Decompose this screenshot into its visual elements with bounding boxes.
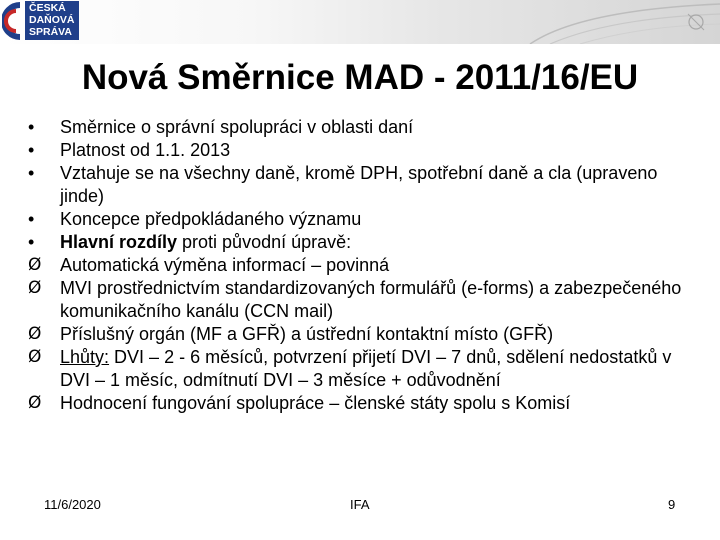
item-text: Směrnice o správní spolupráci v oblasti daní	[60, 117, 414, 137]
list-item	[28, 208, 698, 231]
item-text: Příslušný orgán (MF a GFŘ) a ústřední kontaktní místo (GFŘ)	[60, 324, 554, 344]
footer-page-number: 9	[668, 497, 676, 512]
item-bold-text: Hlavní rozdíly	[60, 232, 178, 252]
logo-line: SPRÁVA	[29, 26, 72, 38]
slide-title: Nová Směrnice MAD - 2011/16/EU	[81, 58, 639, 97]
bullet-icon: •	[28, 140, 35, 160]
arrow-bullet-icon: Ø	[28, 393, 42, 413]
list-item	[28, 231, 698, 254]
logo-line: ČESKÁ	[29, 2, 66, 14]
list-item	[28, 254, 698, 277]
item-text: Koncepce předpokládaného významu	[60, 209, 362, 229]
logo-text	[25, 1, 79, 40]
item-text: Vztahuje se na všechny daně, kromě DPH, spotřební daně a cla (upraveno jinde)	[60, 163, 658, 206]
list-item	[28, 392, 698, 415]
list-item	[28, 162, 698, 208]
item-text: proti původní úpravě:	[177, 232, 352, 252]
list-item	[28, 346, 698, 392]
item-text: MVI prostřednictvím standardizovaných formulářů (e-forms) a zabezpečeného komunikačního kanálu (CCN mail)	[60, 278, 682, 321]
arrow-bullet-icon: Ø	[28, 278, 42, 298]
arrow-bullet-icon: Ø	[28, 324, 42, 344]
arrow-bullet-icon: Ø	[28, 347, 42, 367]
item-text: Automatická výměna informací – povinná	[60, 255, 390, 275]
item-text: DVI – 2 - 6 měsíců, potvrzení přijetí DVI – 7 dnů, sdělení nedostatků v DVI – 1 měsíc, odmítnutí DVI – 3 měsíce + odůvodnění	[60, 347, 672, 390]
bullet-icon: •	[28, 163, 35, 183]
bullet-icon: •	[28, 209, 35, 229]
footer-center-text: IFA	[350, 497, 370, 512]
arrow-bullet-icon: Ø	[28, 255, 42, 275]
bullet-list	[28, 116, 698, 415]
list-item	[28, 277, 698, 323]
list-item	[28, 323, 698, 346]
item-text: Hodnocení fungování spolupráce – členské státy spolu s Komisí	[60, 393, 571, 413]
header-band	[0, 0, 720, 44]
item-text: Platnost od 1.1. 2013	[60, 140, 231, 160]
list-item	[28, 116, 698, 139]
logo-line: DAŇOVÁ	[29, 14, 75, 26]
item-underlined-text: Lhůty:	[60, 347, 110, 367]
header-decoration	[520, 0, 720, 44]
bullet-icon: •	[28, 232, 35, 252]
list-item	[28, 139, 698, 162]
footer-date: 11/6/2020	[44, 497, 101, 512]
bullet-icon: •	[28, 117, 35, 137]
